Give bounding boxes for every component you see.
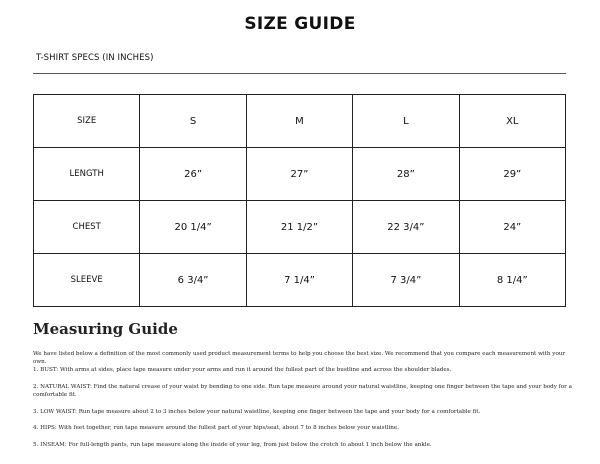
divider (33, 73, 566, 74)
guide-intro: We have listed below a definition of the most commonly used product measurement terms to help you choose the best size. We recommend that you compare each measurement with your own. (33, 351, 566, 365)
table-header-row (34, 95, 566, 148)
size-l-cell: L (353, 95, 459, 148)
size-s-cell: S (140, 95, 246, 148)
length-l-cell: 28” (353, 148, 459, 201)
guide-item-bust: 1. BUST: With arms at sides, place tape measure under your arms and run it around the fullest part of the bustline and across the shoulder blades. (33, 367, 452, 373)
chest-l-cell: 22 3/4” (353, 201, 459, 254)
sleeve-s-cell: 6 3/4” (140, 254, 246, 307)
length-m-cell: 27” (246, 148, 352, 201)
length-xl-cell: 29” (459, 148, 565, 201)
chest-xl-cell: 24” (459, 201, 565, 254)
guide-item-inseam: 5. INSEAM: For full-length pants, run tape measure along the inside of your leg, from just below the crotch to about 1 inch below the ankle. (33, 442, 432, 448)
size-xl-cell: XL (459, 95, 565, 148)
sleeve-l-cell: 7 3/4” (353, 254, 459, 307)
row-label-length: LENGTH (34, 148, 140, 201)
measuring-guide-title: Measuring Guide (33, 320, 178, 338)
specs-subtitle: T-SHIRT SPECS (IN INCHES) (36, 53, 154, 63)
size-table (33, 94, 566, 307)
chest-m-cell: 21 1/2” (246, 201, 352, 254)
table-row-length (34, 148, 566, 201)
table-row-chest (34, 201, 566, 254)
chest-s-cell: 20 1/4” (140, 201, 246, 254)
guide-item-natural-waist: 2. NATURAL WAIST: Find the natural crease of your waist by bending to one side. Run tape measure around your natural waistline, keeping one finger between the tape and your body for a comfortable fit. (33, 384, 572, 398)
guide-item-low-waist: 3. LOW WAIST: Run tape measure about 2 to 3 inches below your natural waistline, keeping one finger between the tape and your body for a comfortable fit. (33, 409, 481, 415)
sleeve-xl-cell: 8 1/4” (459, 254, 565, 307)
page-title: SIZE GUIDE (244, 14, 356, 34)
row-label-sleeve: SLEEVE (34, 254, 140, 307)
table-row-sleeve (34, 254, 566, 307)
length-s-cell: 26” (140, 148, 246, 201)
size-m-cell: M (246, 95, 352, 148)
guide-item-hips: 4. HIPS: With feet together, run tape measure around the fullest part of your hips/seat, about 7 to 8 inches below your waistline. (33, 425, 399, 431)
sleeve-m-cell: 7 1/4” (246, 254, 352, 307)
size-header-cell: SIZE (34, 95, 140, 148)
row-label-chest: CHEST (34, 201, 140, 254)
